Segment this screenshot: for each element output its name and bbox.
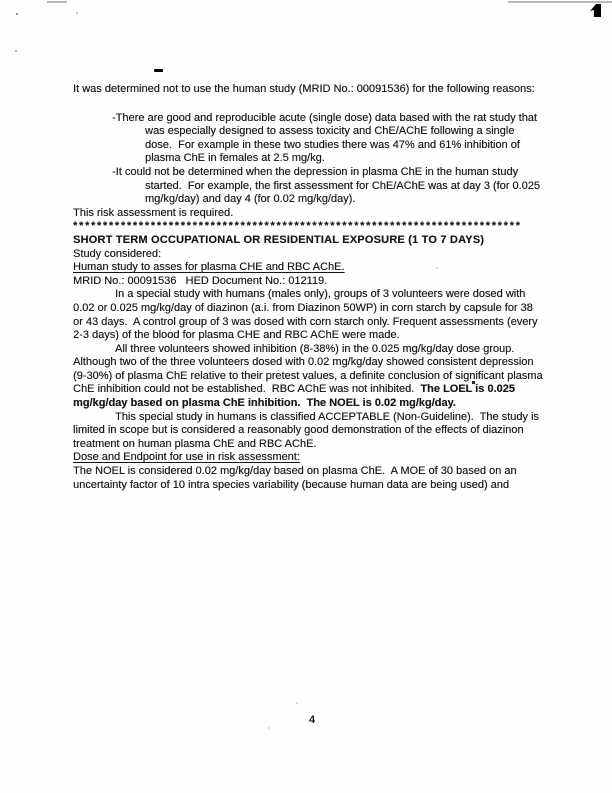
scan-artifact-line [47, 1, 67, 3]
study-title: Human study to asses for plasma CHE and RBC AChE. [73, 261, 345, 274]
required-note: This risk assessment is required. [73, 206, 234, 219]
noel-moe-paragraph: The NOEL is considered 0.02 mg/kg/day based on plasma ChE. A MOE of 30 based on an uncertainty factor of 10 intra species variability (because human data are being used) and [73, 465, 520, 491]
study-description-paragraph: In a special study with humans (males only), groups of 3 volunteers were dosed with 0.02 or 0.025 mg/kg/day of diazinon (a.i. from Diazinon 50WP) in corn starch by capsule for 38 or 43 days. A control group of 3 was dosed with corn starch only. Frequent assessments (every 2-3 days) of the blood for plasma CHE and RBC AChE were made. [73, 288, 541, 342]
scan-artifact-dot [16, 13, 18, 15]
document-text-block [73, 83, 546, 492]
classification-paragraph: This special study in humans is classified ACCEPTABLE (Non-Guideline). The study is limited in scope but is considered a reasonably good demonstration of the effects of diazinon treatment on human plasma ChE and RBC AChE. [73, 410, 542, 450]
reason-item-rat-study: -There are good and reproducible acute (single dose) data based with the rat study that was especially designed to assess toxicity and ChE/AChE following a single dose. For example in these two studies there was 47% and 61% inhibition of plasma ChE in females at 2.5 mg/kg. [112, 111, 541, 165]
reasons-list [73, 112, 543, 207]
reason-item-depression-timing: -It could not be determined when the depression in plasma ChE in the human study started. For example, the first assessment for ChE/AChE was at day 3 (for 0.025 mg/kg/day) and day 4 (for 0.02 mg/kg/day). [112, 165, 544, 206]
intro-paragraph: It was determined not to use the human study (MRID No.: 00091536) for the following reasons: [73, 83, 535, 95]
scan-artifact-dot [296, 702, 298, 704]
results-paragraph [73, 342, 546, 411]
scan-artifact-dot [268, 727, 270, 729]
page-number: 4 [308, 714, 316, 726]
dose-endpoint-heading: Dose and Endpoint for use in risk assessment: [73, 451, 300, 464]
corner-ink-mark [590, 4, 601, 17]
scan-artifact-line [508, 1, 612, 3]
dash-mark [154, 69, 163, 72]
results-text: All three volunteers showed inhibition (8-38%) in the 0.025 mg/kg/day dose group. Although two of the three volunteers dosed with 0.02 mg/kg/day showed consistent depression (9-30%) of plasma ChE relative to their pretest values, a definite conclusion of significant plasma ChE inhibition could not be established. RBC AChE was not inhibited. [73, 342, 546, 396]
scan-artifact-dot [15, 50, 17, 52]
asterisk-separator: *************************************************************************** [73, 220, 522, 233]
scan-artifact-dot [76, 12, 78, 14]
mrid-line: MRID No.: 00091536 HED Document No.: 012119. [73, 274, 328, 287]
study-considered-label: Study considered: [73, 247, 162, 260]
section-heading: SHORT TERM OCCUPATIONAL OR RESIDENTIAL EXPOSURE (1 TO 7 DAYS) [73, 233, 485, 246]
loel-noel-statement: The LOEL is 0.025 mg/kg/day based on plasma ChE inhibition. The NOEL is 0.02 mg/kg/day. [73, 383, 518, 410]
